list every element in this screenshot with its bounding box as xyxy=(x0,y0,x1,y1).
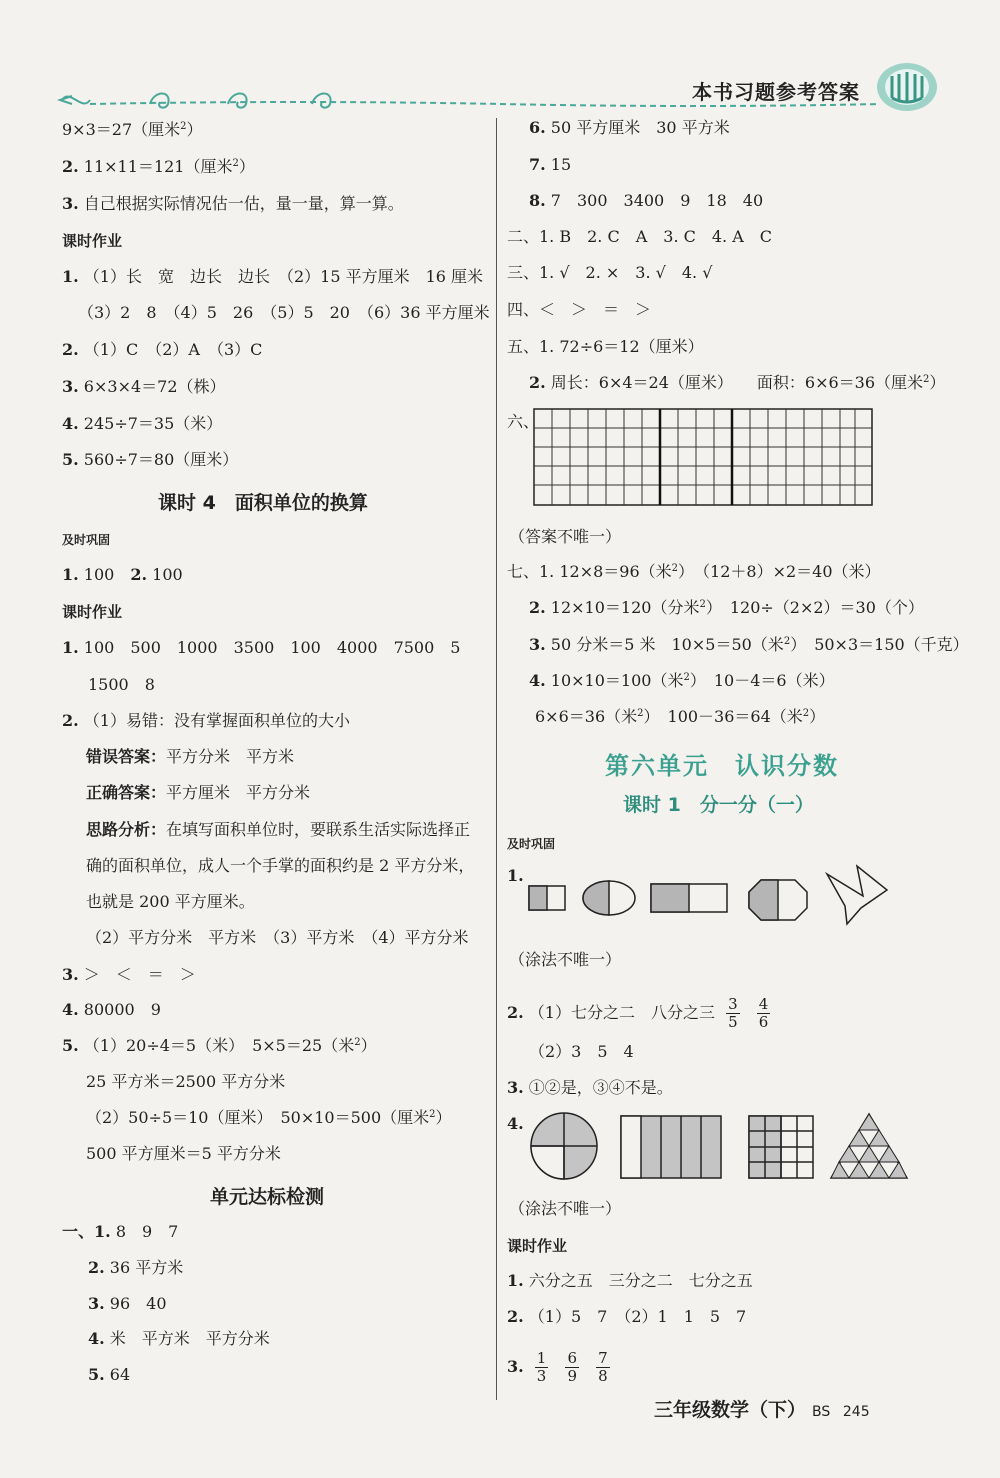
section-label-homework: 课时作业 xyxy=(62,603,123,621)
answer-line: 2. 12×10＝120（分米$^2$） 120÷（2×2）＝30（个） xyxy=(529,598,924,617)
answer-line: 5. 64 xyxy=(88,1365,131,1384)
answer-line: 9×3＝27（厘米$^2$） xyxy=(62,120,203,139)
lesson-heading: 课时 4 面积单位的换算 xyxy=(158,492,368,514)
answer-line: 也就是 200 平方厘米。 xyxy=(86,892,255,911)
answer-line: 2. 36 平方米 xyxy=(88,1258,184,1277)
answer-line: 正确答案：平方厘米 平方分米 xyxy=(86,783,311,802)
answer-line: 3. 6×3×4＝72（株） xyxy=(62,377,226,396)
answer-line: 4. xyxy=(507,1114,524,1133)
answer-line: 1. （1）长 宽 边长 边长 （2）15 平方厘米 16 厘米 xyxy=(62,267,484,286)
answer-line: （2）50÷5＝10（厘米） 50×10＝500（厘米$^2$） xyxy=(86,1108,452,1127)
shaded-shapes-figure xyxy=(527,862,927,932)
section-label-homework: 课时作业 xyxy=(507,1237,568,1255)
answer-line: 1. 100 2. 100 xyxy=(62,565,183,584)
footer-title: 三年级数学（下） xyxy=(654,1399,807,1421)
answer-line: 六、 xyxy=(507,412,540,431)
section-label-homework: 课时作业 xyxy=(62,232,123,250)
footer-code: BS xyxy=(812,1404,831,1420)
answer-line: 一、1. 8 9 7 xyxy=(62,1222,179,1241)
answer-line: 6×6＝36（米$^2$） 100－36＝64（米$^2$） xyxy=(535,707,826,726)
answer-line: 2. 11×11＝121（厘米$^2$） xyxy=(62,157,255,176)
answer-line: （涂法不唯一） xyxy=(509,950,622,969)
grid-drawing xyxy=(533,408,873,508)
answer-line: 确的面积单位，成人一个手掌的面积约是 2 平方分米， xyxy=(86,856,475,875)
answer-line: 二、1. B 2. C A 3. C 4. A C xyxy=(507,227,773,246)
header-title: 本书习题参考答案 xyxy=(692,80,860,104)
answer-line: 4. 80000 9 xyxy=(62,1000,161,1019)
book-logo-icon xyxy=(876,62,938,112)
fraction: $\frac{7}{8}$ xyxy=(598,1349,608,1385)
answer-line: 6. 50 平方厘米 30 平方米 xyxy=(529,118,730,137)
answer-line: 4. 10×10＝100（米$^2$） 10－4＝6（米） xyxy=(529,671,835,690)
answer-line: 2. 周长：6×4＝24（厘米） 面积：6×6＝36（厘米$^2$） xyxy=(529,373,946,392)
fraction: $\frac{6}{9}$ xyxy=(567,1349,577,1385)
answer-line: 五、1. 72÷6＝12（厘米） xyxy=(507,337,704,356)
column-divider xyxy=(496,118,497,1400)
answer-line: 2. （1）C （2）A （3）C xyxy=(62,340,263,359)
fraction: $\frac{1}{3}$ xyxy=(536,1349,547,1385)
answer-line: 七、1. 12×8＝96（米$^2$） （12＋8）×2＝40（米） xyxy=(507,562,881,581)
answer-line: 500 平方厘米＝5 平方分米 xyxy=(86,1144,281,1163)
answer-line: 3. 96 40 xyxy=(88,1294,167,1313)
answer-line: 3. $\frac{1}{3}$ $\frac{6}{9}$ $\frac{7}{8}$ xyxy=(507,1349,608,1385)
section-label-quick: 及时巩固 xyxy=(507,837,556,851)
answer-line: 2. （1）七分之二 八分之三 $\frac{3}{5}$ $\frac{4}{6}$ xyxy=(507,995,769,1031)
answer-line: 7. 15 xyxy=(529,155,572,174)
answer-line: 2. （1）易错：没有掌握面积单位的大小 xyxy=(62,711,350,730)
fraction: $\frac{4}{6}$ xyxy=(758,995,769,1031)
fraction: $\frac{3}{5}$ xyxy=(728,995,738,1031)
answer-line: 错误答案：平方分米 平方米 xyxy=(86,747,295,766)
answer-line: 3. 50 分米＝5 米 10×5＝50（米$^2$） 50×3＝150（千克） xyxy=(529,635,969,654)
answer-line: （2）平方分米 平方米 （3）平方米 （4）平方分米 xyxy=(86,928,469,947)
answer-line: 1. 六分之五 三分之二 七分之五 xyxy=(507,1271,753,1290)
answer-line: （2）3 5 4 xyxy=(529,1042,634,1061)
answer-line: 3. 自己根据实际情况估一估，量一量，算一算。 xyxy=(62,194,404,213)
answer-line: 四、＜ ＞ ＝ ＞ xyxy=(507,300,652,319)
answer-line: 4. 米 平方米 平方分米 xyxy=(88,1329,270,1348)
answer-line: 4. 245÷7＝35（米） xyxy=(62,414,223,433)
unit-heading: 第六单元 认识分数 xyxy=(605,752,839,780)
answer-line: 2. （1）5 7 （2）1 1 5 7 xyxy=(507,1307,747,1326)
page-number: 245 xyxy=(842,1404,870,1420)
answer-line: 8. 7 300 3400 9 18 40 xyxy=(529,191,764,210)
shaded-shapes-figure xyxy=(527,1110,927,1182)
answer-line: （答案不唯一） xyxy=(509,527,622,546)
section-label-quick: 及时巩固 xyxy=(62,533,111,547)
answer-line: 1. 100 500 1000 3500 100 4000 7500 5 xyxy=(62,638,461,657)
answer-line: （涂法不唯一） xyxy=(509,1199,622,1218)
answer-line: （3）2 8 （4）5 26 （5）5 20 （6）36 平方厘米 xyxy=(78,303,490,322)
answer-line: 三、1. √ 2. × 3. √ 4. √ xyxy=(507,263,713,282)
answer-line: 思路分析：在填写面积单位时，要联系生活实际选择正 xyxy=(86,820,471,839)
page-header xyxy=(0,0,1000,115)
answer-line: 1500 8 xyxy=(88,675,155,694)
page-footer xyxy=(654,1395,870,1422)
answer-line: 3. ①②是，③④不是。 xyxy=(507,1078,673,1097)
answer-line: 1. xyxy=(507,866,524,885)
answer-line: 3. ＞ ＜ ＝ ＞ xyxy=(62,965,196,984)
answer-line: 5. （1）20÷4＝5（米） 5×5＝25（米$^2$） xyxy=(62,1036,377,1055)
lesson-heading: 课时 1 分一分（一） xyxy=(623,794,814,816)
unit-test-heading: 单元达标检测 xyxy=(210,1186,325,1208)
answer-line: 5. 560÷7＝80（厘米） xyxy=(62,450,239,469)
answer-line: 25 平方米＝2500 平方分米 xyxy=(86,1072,286,1091)
